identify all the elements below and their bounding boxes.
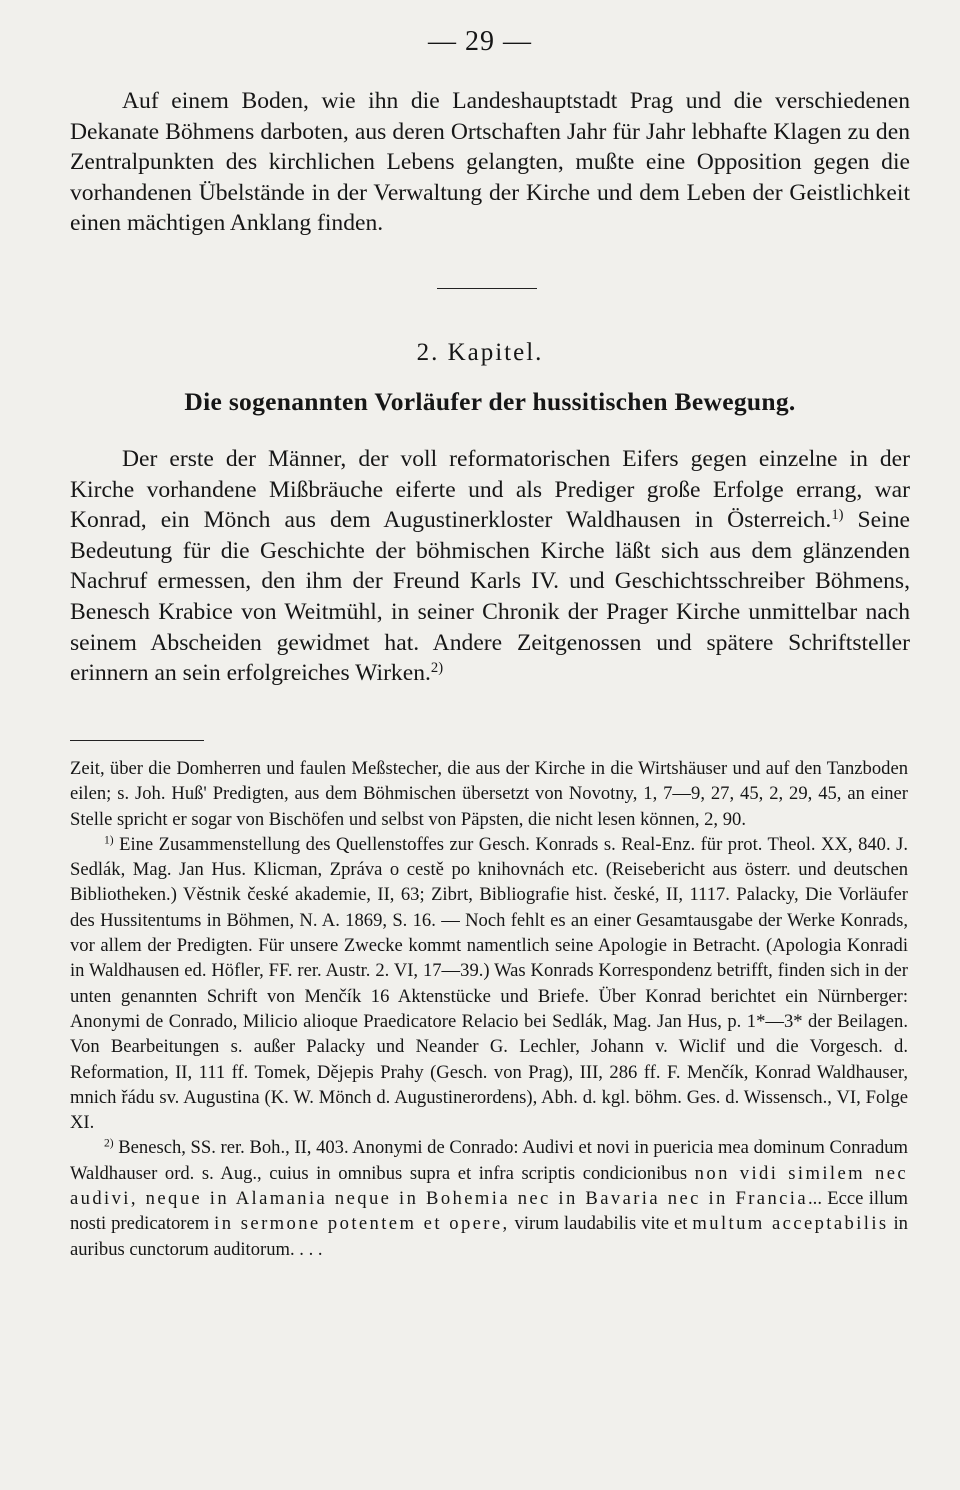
- footnote-2-text-spaced: non vidi similem nec audivi, neque in Alamania neque in Bohemia nec in Bavaria nec in Francia: [70, 1162, 908, 1210]
- footnote-ref-1: 1): [831, 507, 844, 524]
- intro-paragraph: [70, 86, 910, 239]
- footnote-1-text: Eine Zusammenstellung des Quellenstoffes zur Gesch. Konrads s. Real-Enz. für prot. Theol. XX, 840. J. Sedlák, Mag. Jan Hus. Klicman, Zpráva o cestě po knihovnách etc. (Reisebericht aus österr. und deutschen Bibliotheken.) Věstnik české akademie, II, 63; Zibrt, Bibliografie hist. české, II, 1117. Palacky, Die Vorläufer des Hussitentums in Böhmen, N. A. 1869, S. 16. — Noch fehlt es an einer Gesamtausgabe der Werke Konrads, vor allem der Predigten. Für unsere Zwecke kommt namentlich seine Apologie in Betracht. (Apologia Konradi in Waldhausen ed. Höfler, FF. rer. Austr. 2. VI, 17—39.) Was Konrads Korrespondenz betrifft, finden sich in der unten genannten Schrift von Menčík 16 Aktenstücke und Briefe. Über Konrad berichtet ein Nürnberger: Anonymi de Conrado, Milicio alioque Praedicatore Relacio bei Sedlák, Mag. Jan Hus, p. 1*—3* der Beilagen. Von Bearbeitungen s. außer Palacky und Neander G. Lechler, Johann v. Wiclif und die Vorgesch. d. Reformation, II, 111 ff. Tomek, Dějepis Prahy (Gesch. von Prag), III, 286 ff. F. Menčík, Konrad Waldhauser, mnich řádu sv. Augustina (K. W. Mönch d. Augustinerordens), Abh. d. kgl. böhm. Ges. d. Wissensch., VI, Folge XI.: [70, 833, 908, 1134]
- footnote-ref-2: 2): [430, 660, 444, 677]
- footnote-2-marker: 2): [104, 1138, 114, 1151]
- footnotes: [70, 756, 908, 1262]
- chapter-title: Die sogenannten Vorläufer der hussitischen Bewegung.: [184, 387, 796, 416]
- section-separator: [437, 288, 537, 289]
- footnote-continuation: Zeit, über die Domherren und faulen Meßstecher, die aus der Kirche in die Wirtshäuser und auf den Tanzboden eilen; s. Joh. Huß' Predigten, aus dem Böhmischen übersetzt von Novotny, 1, 7—9, 27, 45, 2, 29, 45, an einer Stelle spricht er sogar von Bischöfen und selbst von Päpsten, die nicht lesen können, 2, 90.: [70, 758, 908, 830]
- main-text-part2: Seine Bedeutung für die Geschichte der böhmischen Kirche läßt sich aus dem glänzenden Nachruf ermessen, den ihm der Freund Karls IV. und Geschichtsschreiber Böhmens, Benesch Krabice von Weitmühl, in seiner Chronik der Prager Kirche unmittelbar nach seinem Abscheiden gewidmet hat. Andere Zeitgenossen und spätere Schriftsteller erinnern an sein erfolgreiches Wirken.: [70, 507, 910, 687]
- main-text-part1: Der erste der Männer, der voll reformatorischen Eifers gegen einzelne in der Kirche vorhandene Mißbräuche eiferte und als Prediger große Erfolge errang, war Konrad, ein Mönch aus dem Augustinerkloster Waldhausen in Österreich.: [70, 446, 910, 534]
- footnote-2: [70, 1135, 908, 1261]
- footnote-2-text-mid-2: virum laudabilis vite et: [509, 1213, 693, 1235]
- footnote-2-text-spaced-2: in sermone potentem et opere,: [214, 1213, 510, 1235]
- footnote-rule: [70, 740, 204, 741]
- main-paragraph: [70, 444, 910, 689]
- footnote-2-text-end: in auribus cunctorum auditorum. . . .: [70, 1213, 908, 1260]
- footnote-1: [70, 832, 908, 1136]
- intro-paragraph-text: Auf einem Boden, wie ihn die Landeshauptstadt Prag und die verschiedenen Dekanate Böhmens darboten, aus deren Ortschaften Jahr für Jahr lebhafte Klagen zu den Zentralpunkten des kirchlichen Lebens gelangten, mußte eine Opposition gegen die vorhandenen Übelstände in der Verwaltung der Kirche und dem Leben der Geistlichkeit einen mächtigen Anklang finden.: [70, 88, 910, 237]
- page-number: — 29 —: [428, 26, 532, 57]
- footnote-1-marker: 1): [104, 834, 114, 847]
- footnote-2-text-mid: ... Ecce illum nosti predicatorem: [70, 1188, 908, 1235]
- chapter-label: 2. Kapitel.: [416, 339, 544, 366]
- footnote-2-text-spaced-3: multum acceptabilis: [692, 1213, 889, 1235]
- main-paragraph-text: [70, 444, 910, 689]
- footnote-2-text-plain: Benesch, SS. rer. Boh., II, 403. Anonymi de Conrado: Audivi et novi in puericia mea dominum Conradum Waldhauser ord. s. Aug., cuius in omnibus supra et infra scriptis condicionibus: [70, 1137, 908, 1184]
